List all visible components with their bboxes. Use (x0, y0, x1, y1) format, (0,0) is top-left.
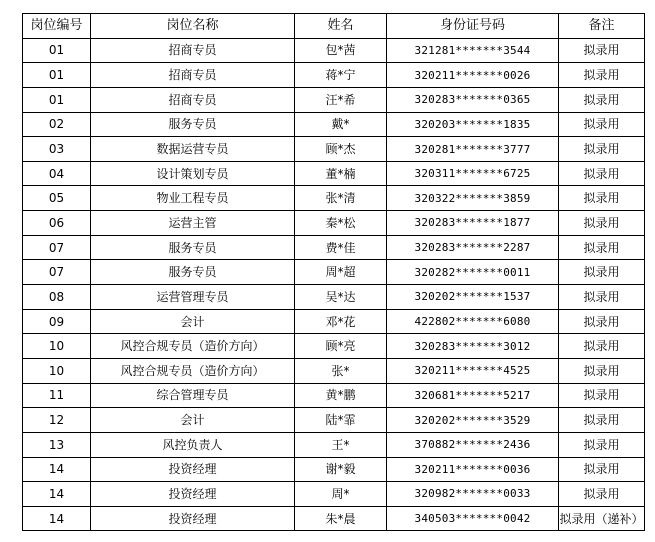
cell-id-number: 320282*******0011 (387, 260, 559, 285)
cell-position-code: 03 (23, 137, 91, 162)
cell-person-name: 包*茜 (295, 38, 387, 63)
cell-position-name: 招商专员 (91, 63, 295, 88)
table-row (23, 87, 645, 112)
cell-remark: 拟录用 (559, 235, 645, 260)
header-remark: 备注 (559, 14, 645, 39)
cell-position-name: 投资经理 (91, 482, 295, 507)
cell-person-name: 王* (295, 432, 387, 457)
table-row (23, 186, 645, 211)
cell-position-code: 02 (23, 112, 91, 137)
cell-position-code: 06 (23, 211, 91, 236)
cell-id-number: 320202*******1537 (387, 285, 559, 310)
cell-position-name: 物业工程专员 (91, 186, 295, 211)
cell-person-name: 陆*霏 (295, 408, 387, 433)
cell-remark: 拟录用 (559, 482, 645, 507)
cell-remark: 拟录用 (559, 408, 645, 433)
hiring-roster-table (22, 13, 645, 531)
cell-position-name: 综合管理专员 (91, 383, 295, 408)
table-row (23, 334, 645, 359)
cell-remark: 拟录用 (559, 358, 645, 383)
cell-position-name: 服务专员 (91, 235, 295, 260)
header-position-name: 岗位名称 (91, 14, 295, 39)
cell-position-code: 07 (23, 260, 91, 285)
cell-position-code: 07 (23, 235, 91, 260)
cell-position-name: 会计 (91, 309, 295, 334)
cell-person-name: 吴*达 (295, 285, 387, 310)
cell-position-code: 14 (23, 457, 91, 482)
roster-body (23, 38, 645, 531)
cell-remark: 拟录用 (559, 186, 645, 211)
cell-person-name: 黄*鹏 (295, 383, 387, 408)
cell-id-number: 320982*******0033 (387, 482, 559, 507)
cell-person-name: 戴* (295, 112, 387, 137)
cell-remark: 拟录用 (559, 38, 645, 63)
table-row (23, 260, 645, 285)
cell-remark: 拟录用 (559, 285, 645, 310)
cell-position-name: 投资经理 (91, 457, 295, 482)
cell-id-number: 320203*******1835 (387, 112, 559, 137)
cell-position-code: 04 (23, 161, 91, 186)
header-person-name: 姓名 (295, 14, 387, 39)
table-row (23, 38, 645, 63)
cell-position-name: 运营主管 (91, 211, 295, 236)
cell-id-number: 340503*******0042 (387, 506, 559, 531)
table-row (23, 506, 645, 531)
cell-id-number: 320211*******4525 (387, 358, 559, 383)
table-row (23, 211, 645, 236)
cell-remark: 拟录用 (559, 161, 645, 186)
cell-id-number: 320311*******6725 (387, 161, 559, 186)
cell-position-name: 招商专员 (91, 38, 295, 63)
cell-position-code: 09 (23, 309, 91, 334)
table-row (23, 309, 645, 334)
cell-position-name: 服务专员 (91, 112, 295, 137)
cell-person-name: 张*清 (295, 186, 387, 211)
cell-position-code: 08 (23, 285, 91, 310)
cell-person-name: 顾*亮 (295, 334, 387, 359)
cell-position-name: 服务专员 (91, 260, 295, 285)
cell-id-number: 321281*******3544 (387, 38, 559, 63)
cell-remark: 拟录用（递补） (559, 506, 645, 531)
table-row (23, 235, 645, 260)
cell-person-name: 谢*毅 (295, 457, 387, 482)
table-row (23, 358, 645, 383)
cell-position-name: 数据运营专员 (91, 137, 295, 162)
cell-remark: 拟录用 (559, 260, 645, 285)
table-row (23, 161, 645, 186)
cell-position-code: 10 (23, 334, 91, 359)
cell-position-name: 会计 (91, 408, 295, 433)
cell-id-number: 422802*******6080 (387, 309, 559, 334)
cell-position-code: 12 (23, 408, 91, 433)
cell-remark: 拟录用 (559, 87, 645, 112)
cell-person-name: 蒋*宁 (295, 63, 387, 88)
header-position-code: 岗位编号 (23, 14, 91, 39)
cell-remark: 拟录用 (559, 432, 645, 457)
cell-person-name: 朱*晨 (295, 506, 387, 531)
table-row (23, 112, 645, 137)
cell-position-name: 设计策划专员 (91, 161, 295, 186)
cell-position-name: 风控合规专员（造价方向） (91, 358, 295, 383)
cell-position-name: 风控合规专员（造价方向） (91, 334, 295, 359)
cell-id-number: 320322*******3859 (387, 186, 559, 211)
cell-id-number: 320281*******3777 (387, 137, 559, 162)
table-row (23, 408, 645, 433)
cell-remark: 拟录用 (559, 137, 645, 162)
table-row (23, 482, 645, 507)
cell-person-name: 汪*希 (295, 87, 387, 112)
cell-person-name: 费*佳 (295, 235, 387, 260)
header-id-number: 身份证号码 (387, 14, 559, 39)
cell-id-number: 320283*******3012 (387, 334, 559, 359)
cell-position-code: 14 (23, 482, 91, 507)
cell-id-number: 370882*******2436 (387, 432, 559, 457)
table-row (23, 285, 645, 310)
cell-position-code: 11 (23, 383, 91, 408)
cell-remark: 拟录用 (559, 457, 645, 482)
cell-person-name: 张* (295, 358, 387, 383)
cell-id-number: 320283*******0365 (387, 87, 559, 112)
cell-position-code: 01 (23, 63, 91, 88)
cell-position-code: 01 (23, 87, 91, 112)
cell-id-number: 320283*******1877 (387, 211, 559, 236)
cell-position-code: 01 (23, 38, 91, 63)
cell-remark: 拟录用 (559, 334, 645, 359)
table-row (23, 137, 645, 162)
cell-remark: 拟录用 (559, 309, 645, 334)
cell-id-number: 320681*******5217 (387, 383, 559, 408)
cell-position-name: 风控负责人 (91, 432, 295, 457)
cell-position-name: 运营管理专员 (91, 285, 295, 310)
cell-position-code: 13 (23, 432, 91, 457)
cell-position-name: 招商专员 (91, 87, 295, 112)
cell-position-code: 10 (23, 358, 91, 383)
cell-id-number: 320211*******0036 (387, 457, 559, 482)
cell-position-name: 投资经理 (91, 506, 295, 531)
header-row (23, 14, 645, 39)
cell-remark: 拟录用 (559, 211, 645, 236)
cell-remark: 拟录用 (559, 112, 645, 137)
cell-position-code: 05 (23, 186, 91, 211)
cell-id-number: 320283*******2287 (387, 235, 559, 260)
table-row (23, 432, 645, 457)
cell-id-number: 320211*******0026 (387, 63, 559, 88)
table-row (23, 457, 645, 482)
cell-person-name: 周* (295, 482, 387, 507)
cell-position-code: 14 (23, 506, 91, 531)
cell-remark: 拟录用 (559, 383, 645, 408)
cell-remark: 拟录用 (559, 63, 645, 88)
hiring-roster-sheet (22, 13, 644, 531)
cell-id-number: 320202*******3529 (387, 408, 559, 433)
cell-person-name: 邓*花 (295, 309, 387, 334)
table-row (23, 63, 645, 88)
cell-person-name: 顾*杰 (295, 137, 387, 162)
cell-person-name: 周*超 (295, 260, 387, 285)
cell-person-name: 董*楠 (295, 161, 387, 186)
cell-person-name: 秦*松 (295, 211, 387, 236)
table-row (23, 383, 645, 408)
